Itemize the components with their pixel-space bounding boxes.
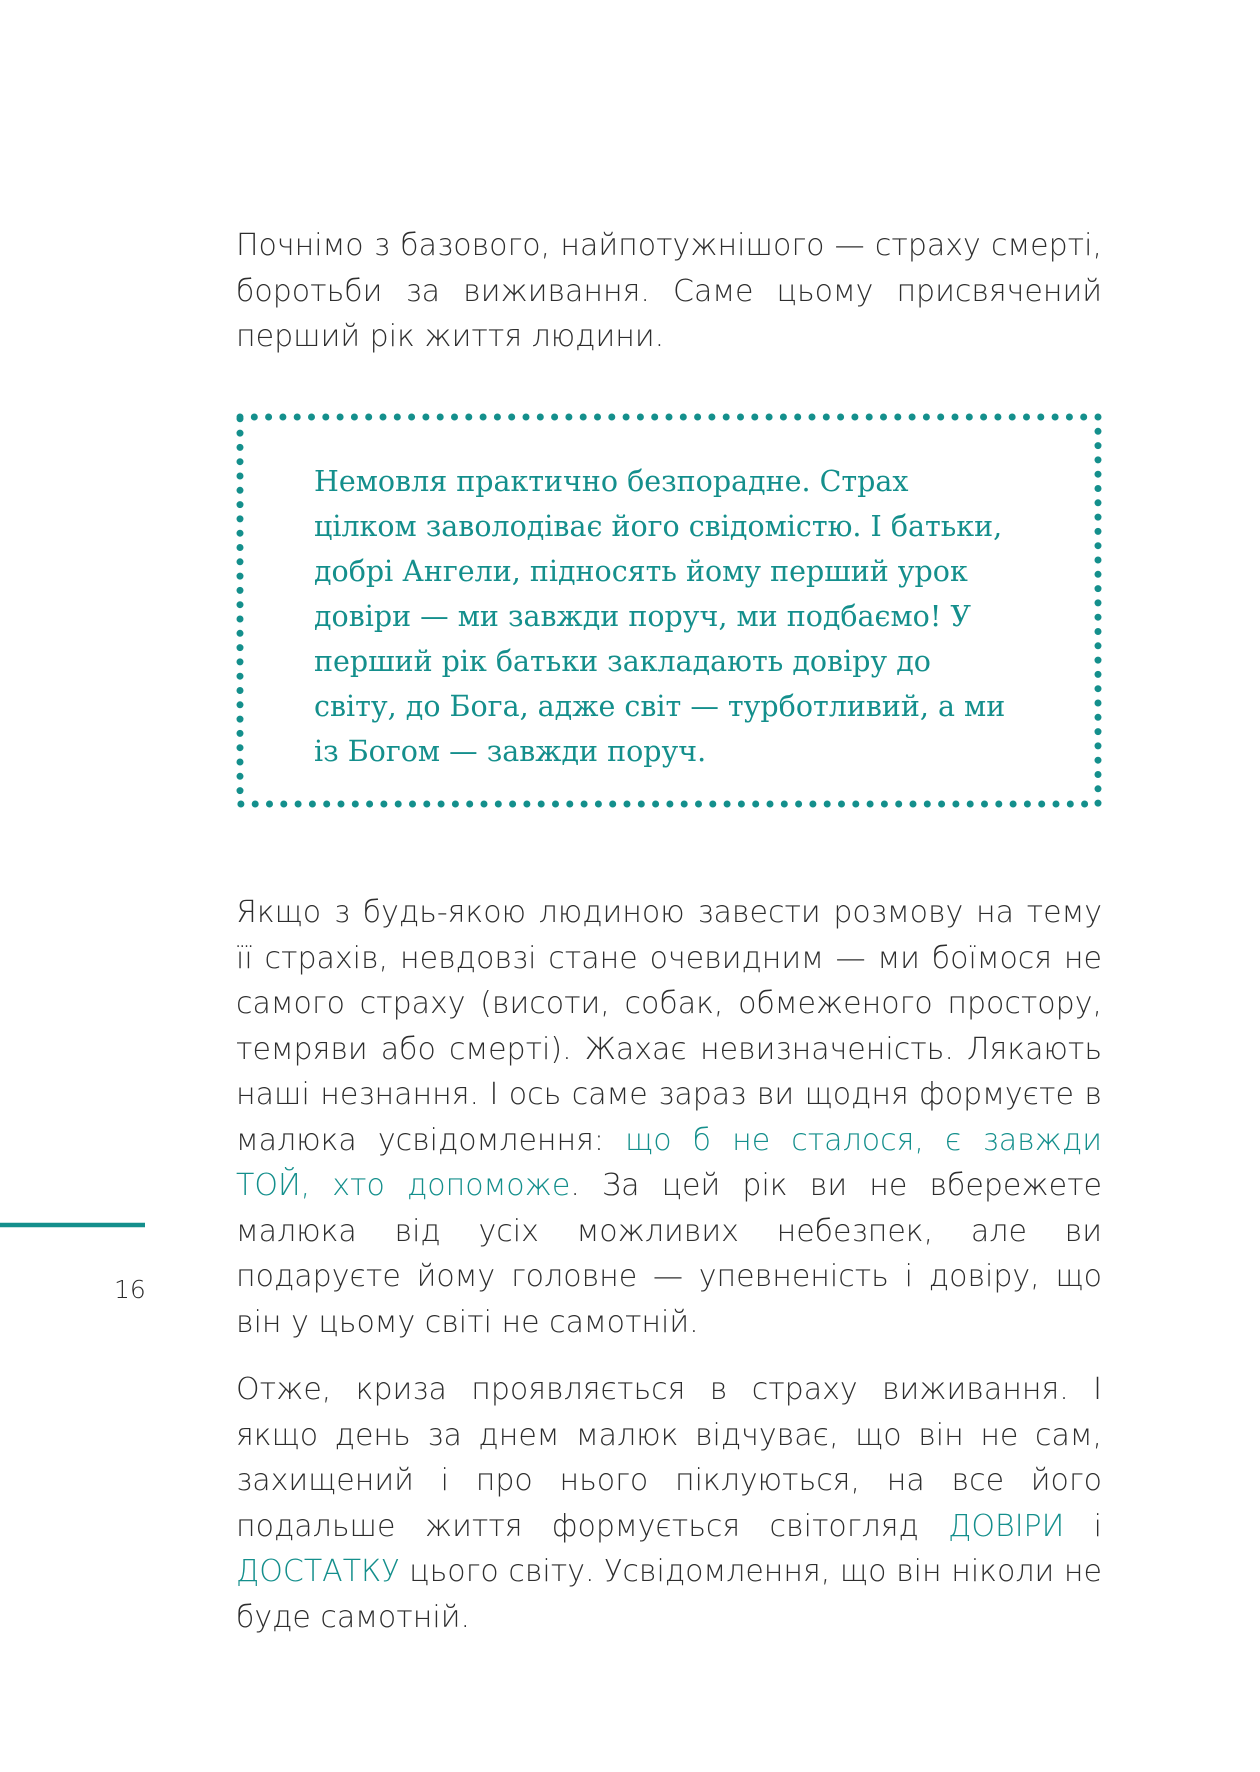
footer-accent-line <box>0 1222 145 1228</box>
paragraph-2-text-end: . За цей рік ви не вбережете малюка від усіх можливих небезпек, але ви подаруєте йому головне — упевненість і довіру, що він у цьому світі не самотній. <box>236 1168 1102 1340</box>
body-paragraph-2 <box>236 890 1102 1345</box>
paragraph-3-highlight-abundance: ДОСТАТКУ <box>236 1554 400 1589</box>
quote-box <box>234 411 1104 810</box>
paragraph-2-text-start: Якщо з будь-якою людиною завести розмову на тему її страхів, невдовзі стане очевидним — ми боїмося не самого страху (висоти, собак, обмеженого простору, темряви або смерті). Жахає невизначеність. Лякають наші незнання. І ось саме зараз ви щодня формуєте в малюка усвідомлення: <box>236 895 1102 1158</box>
body-paragraph-3 <box>236 1367 1102 1640</box>
paragraph-3-text-middle: і <box>1064 1508 1102 1544</box>
paragraph-2-highlight: що б не сталося, є завжди ТОЙ, хто допоможе <box>236 1122 1102 1203</box>
paragraph-3-text-end: цього світу. Усвідомлення, що він ніколи не буде самотній. <box>236 1554 1102 1635</box>
page-number: 16 <box>114 1275 146 1304</box>
paragraph-3-text-start: Отже, криза проявляється в страху виживання. І якщо день за днем малюк відчуває, що він не сам, захищений і про нього піклуються, на все його подальше життя формується світогляд <box>236 1372 1102 1544</box>
body-paragraph-1: Почнімо з базового, найпотужнішого — страху смерті, боротьби за виживання. Саме цьому присвячений перший рік життя людини. <box>236 228 1102 354</box>
paragraph-3-highlight-trust: ДОВІРИ <box>948 1508 1065 1544</box>
quote-text: Немовля практично безпорадне. Страх цілком заволодіває його свідомістю. І батьки, добрі Ангели, підносять йому перший урок довіри — ми завжди поруч, ми подбаємо! У перший рік батьки закладають довіру до світу, до Бога, адже світ — турботливий, а ми із Богом — завжди поруч. <box>314 465 1006 768</box>
